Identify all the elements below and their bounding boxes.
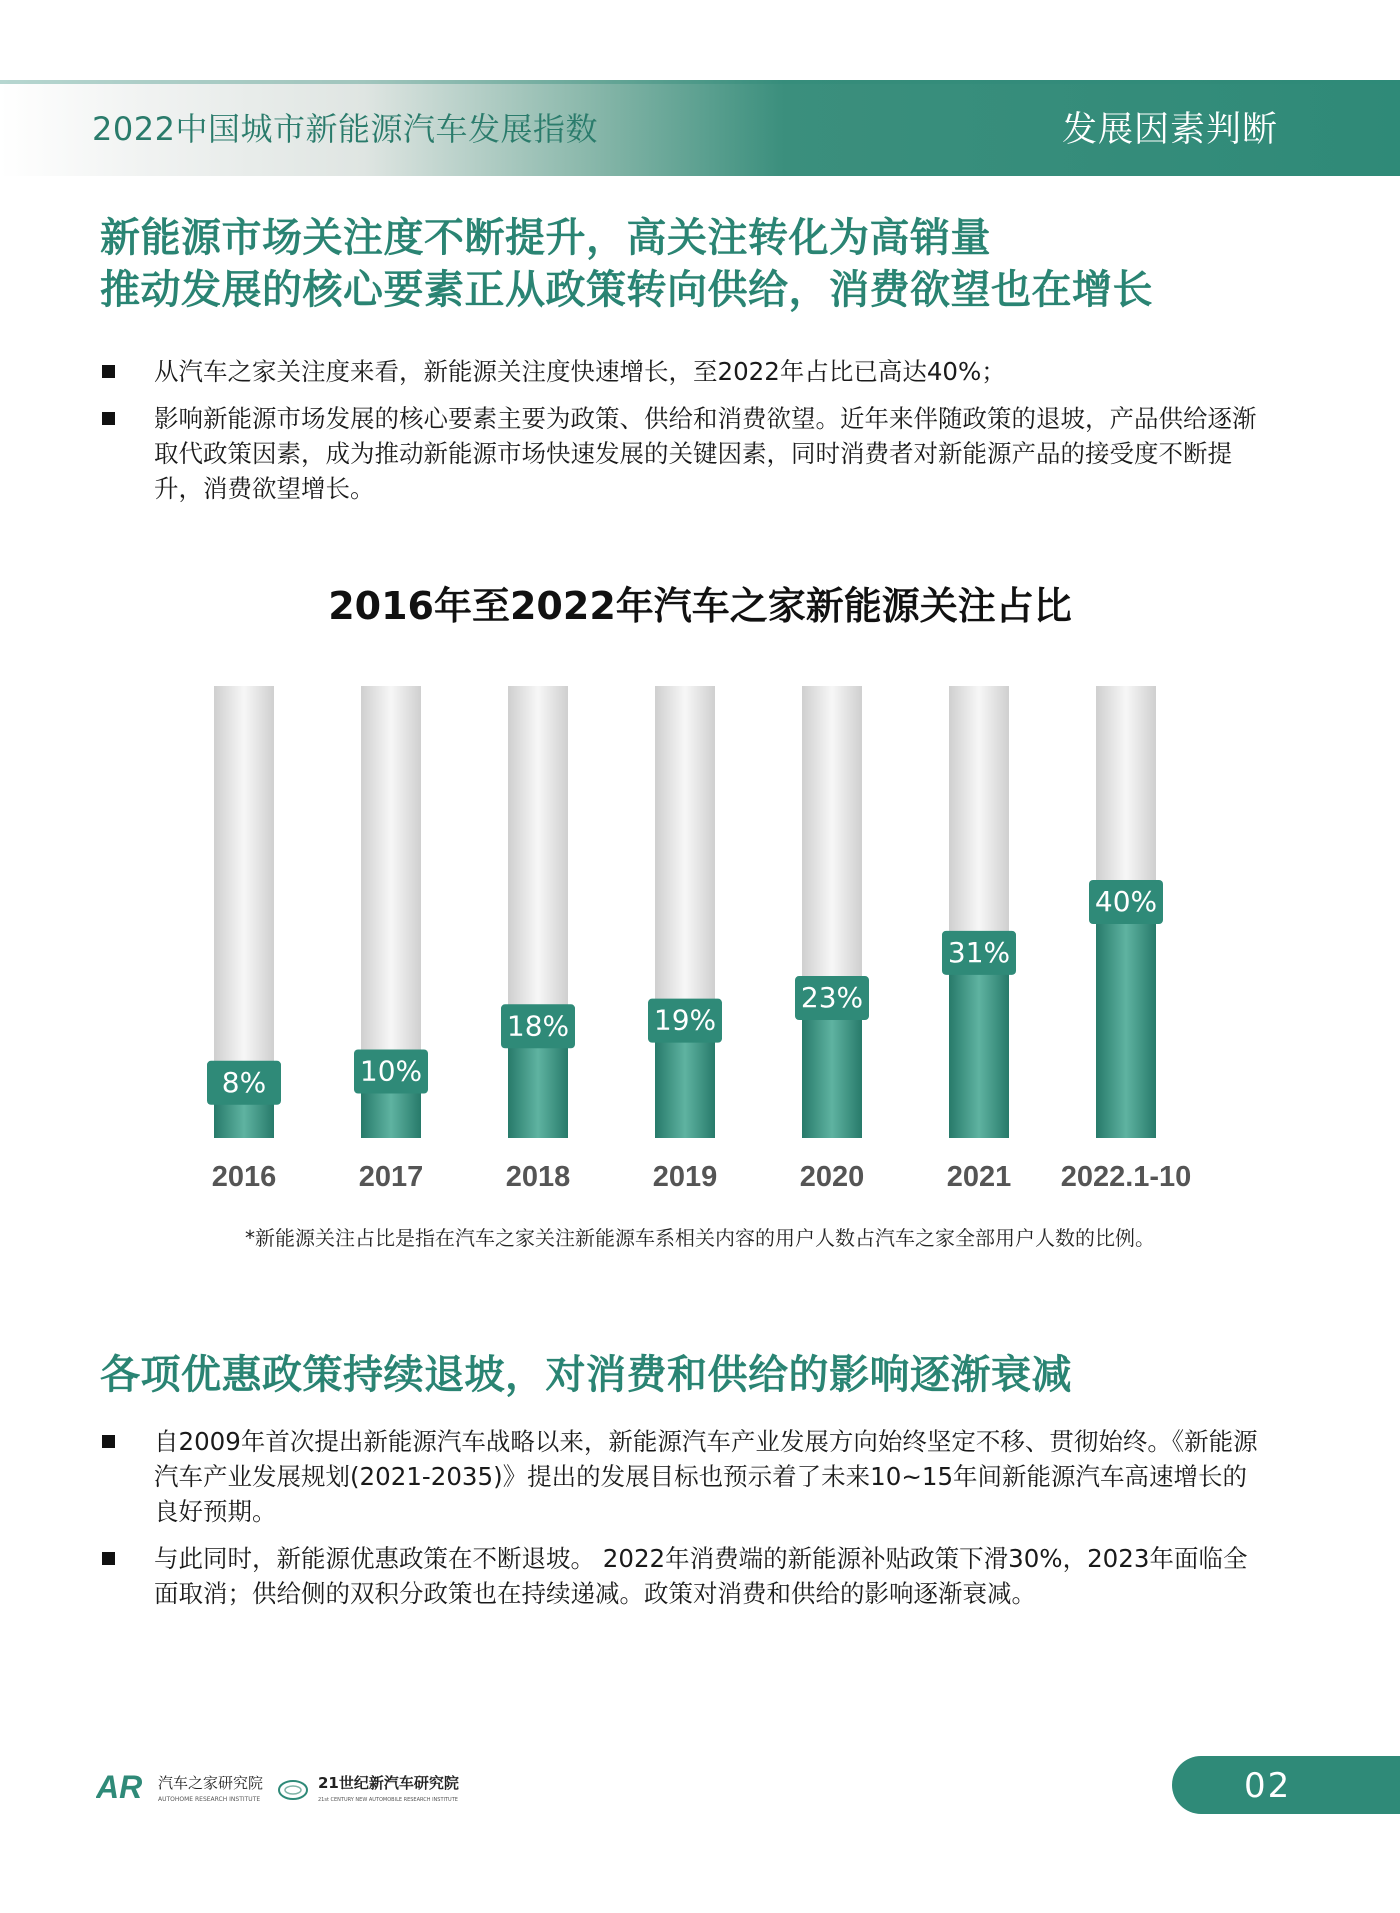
category-tick-label: 2022.1-10	[1060, 1161, 1192, 1193]
category-tick-label: 2021	[946, 1161, 1012, 1193]
logo-mark: AR	[96, 1769, 143, 1805]
category-tick-label: 2017	[358, 1161, 424, 1193]
list-item	[100, 1424, 1270, 1529]
section2-bullet-list	[100, 1424, 1270, 1623]
data-label: 40%	[1094, 885, 1158, 918]
category-tick-label: 2016	[211, 1161, 277, 1193]
bar	[1096, 912, 1156, 1138]
logo1-name: 汽车之家研究院	[158, 1774, 264, 1792]
data-label: 18%	[506, 1009, 570, 1043]
data-label: 23%	[800, 981, 864, 1015]
newauto-institute-logo	[279, 1774, 459, 1803]
logo2-subtitle: 21st CENTURY NEW AUTOMOBILE RESEARCH INSTITUTE	[318, 1797, 458, 1803]
category-tick-label: 2018	[505, 1161, 571, 1193]
chart-footnote: *新能源关注占比是指在汽车之家关注新能源车系相关内容的用户人数占汽车之家全部用户人数的比例。	[245, 1226, 1155, 1250]
bullet-text: 从汽车之家关注度来看，新能源关注度快速增长，至2022年占比已高达40%；	[154, 357, 1006, 386]
page-number: 02	[1244, 1766, 1292, 1806]
bullet-square-icon	[102, 412, 115, 425]
bar	[508, 1036, 568, 1138]
category-tick-label: 2019	[652, 1161, 718, 1193]
bullet-text: 与此同时，新能源优惠政策在不断退坡。 2022年消费端的新能源补贴政策下滑30%，2023年面临全面取消；供给侧的双积分政策也在持续递减。政策对消费和供给的影响逐渐衰减。	[154, 1544, 1248, 1608]
section-title: 发展因素判断	[1061, 110, 1278, 150]
chart-title: 2016年至2022年汽车之家新能源关注占比	[328, 584, 1072, 628]
data-label: 8%	[221, 1065, 267, 1099]
bullet-text: 影响新能源市场发展的核心要素主要为政策、供给和消费欲望。近年来伴随政策的退坡，产品供给逐渐取代政策因素，成为推动新能源市场快速发展的关键因素，同时消费者对新能源产品的接受度不断提升，消费欲望增长。	[154, 404, 1257, 503]
section1-bullet-list	[100, 354, 1270, 518]
attention-share-chart	[0, 660, 1400, 1200]
bar	[802, 1008, 862, 1138]
data-label: 19%	[653, 1003, 717, 1037]
footer-logos	[96, 1768, 476, 1808]
institute-emblem-icon	[279, 1781, 307, 1799]
list-item	[100, 401, 1270, 506]
header-band	[0, 80, 1400, 176]
header-top-stripe	[0, 80, 1400, 84]
bullet-square-icon	[102, 365, 115, 378]
bullet-text: 自2009年首次提出新能源汽车战略以来，新能源汽车产业发展方向始终坚定不移、贯彻始终。《新能源汽车产业发展规划(2021-2035)》提出的发展目标也预示着了未来10~15年间新能源汽车高速增长的良好预期。	[154, 1427, 1258, 1526]
section2-headline: 各项优惠政策持续退坡，对消费和供给的影响逐渐衰减	[100, 1352, 1072, 1398]
logo2-name: 21世纪新汽车研究院	[318, 1774, 459, 1792]
bar	[655, 1031, 715, 1138]
section1-headline-line2: 推动发展的核心要素正从政策转向供给，消费欲望也在增长	[100, 267, 1153, 313]
logo1-subtitle: AUTOHOME RESEARCH INSTITUTE	[158, 1796, 261, 1803]
data-label: 10%	[359, 1054, 423, 1088]
autohome-research-logo	[96, 1769, 263, 1805]
section1-headline-line1: 新能源市场关注度不断提升，高关注转化为高销量	[100, 215, 991, 261]
report-title: 2022中国城市新能源汽车发展指数	[92, 110, 598, 148]
institute-emblem-inner-icon	[285, 1786, 301, 1794]
bar	[949, 963, 1009, 1138]
list-item	[100, 354, 1270, 389]
category-tick-label: 2020	[799, 1161, 865, 1193]
bullet-square-icon	[102, 1552, 115, 1565]
data-label: 31%	[947, 935, 1011, 969]
page-number-badge	[1172, 1756, 1400, 1814]
bullet-square-icon	[102, 1435, 115, 1448]
list-item	[100, 1541, 1270, 1611]
